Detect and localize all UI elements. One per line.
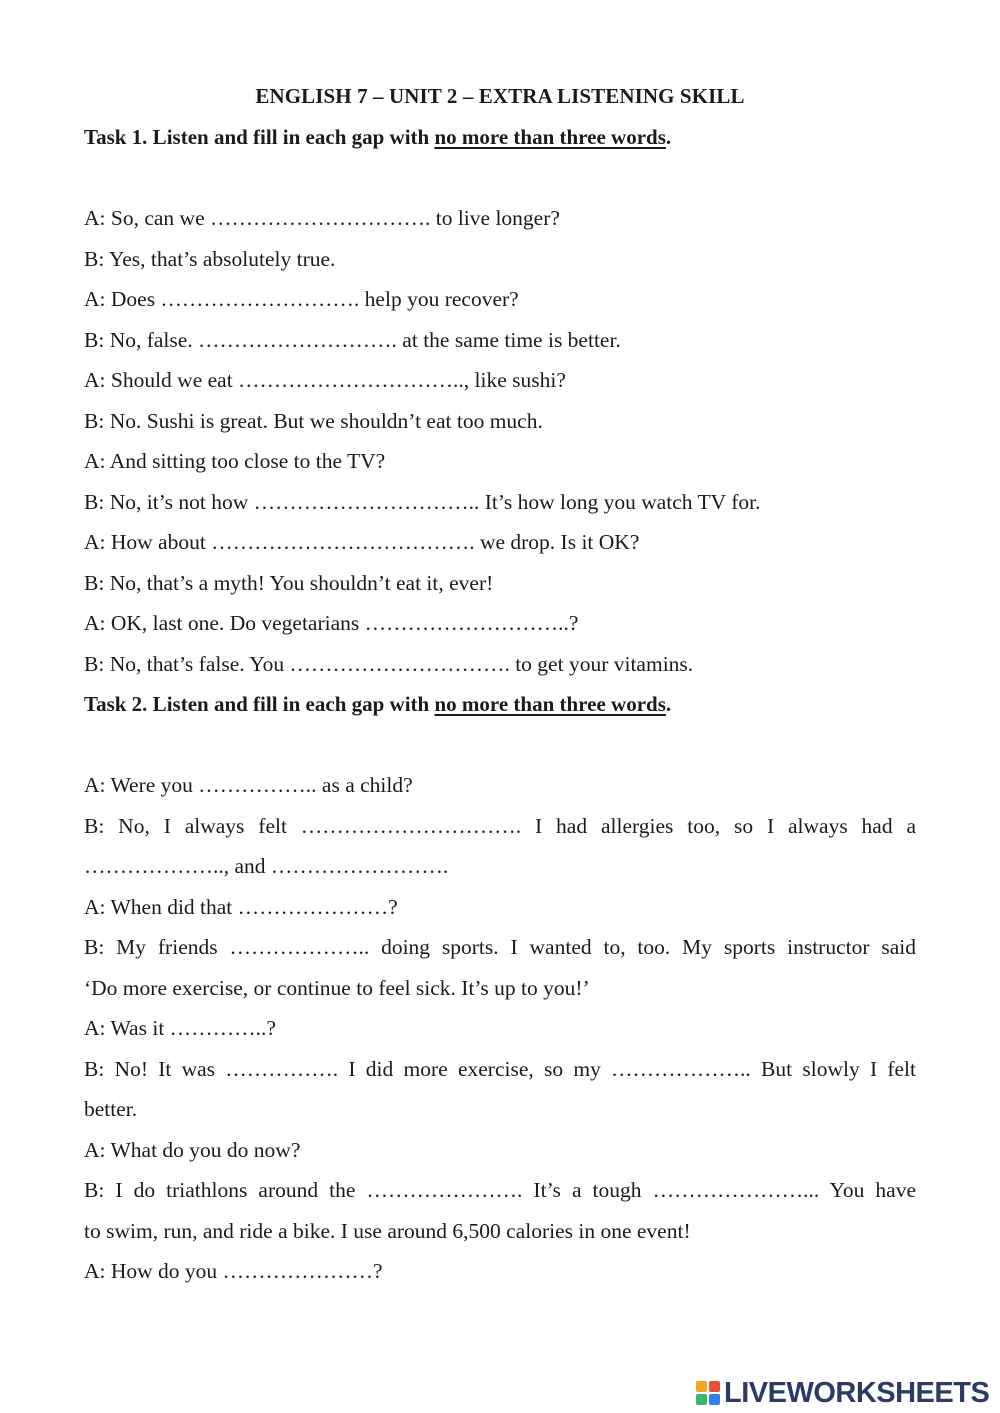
task2-line: better. — [84, 1097, 138, 1121]
task2-heading-prefix: Task 2. Listen and fill in each gap with — [84, 692, 435, 716]
worksheet-title: ENGLISH 7 – UNIT 2 – EXTRA LISTENING SKILL — [255, 84, 745, 108]
task2-line: A: Were you …………….. as a child? — [84, 773, 413, 797]
task1-line: A: Does ………………………. help you recover? — [84, 287, 519, 311]
task2-line: B: No, I always felt …………………………. I had allergies too, so I always had a — [84, 814, 916, 838]
task2-line: A: Was it …………..? — [84, 1016, 276, 1040]
task2-heading — [84, 692, 671, 717]
task1-heading-underlined: no more than three words — [434, 125, 666, 149]
task1-line: B: No, false. ………………………. at the same time is better. — [84, 328, 621, 352]
task2-line: A: How do you …………………? — [84, 1259, 383, 1283]
task1-line: A: OK, last one. Do vegetarians ………………………..? — [84, 611, 579, 635]
liveworksheets-logo — [696, 1378, 989, 1408]
logo-square — [696, 1394, 707, 1405]
logo-square — [709, 1394, 720, 1405]
task1-line: B: No, it’s not how ………………………….. It’s how long you watch TV for. — [84, 490, 761, 514]
task2-line: ‘Do more exercise, or continue to feel sick. It’s up to you!’ — [84, 976, 590, 1000]
task2-heading-suffix: . — [665, 692, 672, 716]
task2-line: B: I do triathlons around the …………………. It’s a tough …………………... You have — [84, 1178, 916, 1202]
task1-heading-prefix: Task 1. Listen and fill in each gap with — [84, 125, 435, 149]
task2-heading-underlined: no more than three words — [434, 692, 666, 716]
task2-line: to swim, run, and ride a bike. I use around 6,500 calories in one event! — [84, 1219, 691, 1243]
task2-line: B: My friends ……………….. doing sports. I wanted to, too. My sports instructor said — [84, 935, 916, 959]
task1-line: A: Should we eat ………………………….., like sushi? — [84, 368, 566, 392]
logo-square — [696, 1381, 707, 1392]
logo-square — [709, 1381, 720, 1392]
task1-line: B: No, that’s false. You …………………………. to get your vitamins. — [84, 652, 694, 676]
task1-line: B: Yes, that’s absolutely true. — [84, 247, 336, 271]
task1-line: B: No. Sushi is great. But we shouldn’t eat too much. — [84, 409, 543, 433]
liveworksheets-logo-text: LIVEWORKSHEETS — [724, 1376, 990, 1409]
task1-line: A: How about ………………………………. we drop. Is it OK? — [84, 530, 640, 554]
task1-line: B: No, that’s a myth! You shouldn’t eat it, ever! — [84, 571, 494, 595]
task1-line: A: And sitting too close to the TV? — [84, 449, 386, 473]
task1-heading-suffix: . — [665, 125, 672, 149]
task1-line: A: So, can we …………………………. to live longer? — [84, 206, 560, 230]
task2-line: B: No! It was ……………. I did more exercise, so my ……………….. But slowly I felt — [84, 1057, 916, 1081]
liveworksheets-logo-icon — [696, 1381, 720, 1405]
task2-line: A: What do you do now? — [84, 1138, 301, 1162]
task1-heading — [84, 125, 671, 150]
task2-line: ……………….., and ……………………. — [84, 854, 449, 878]
task2-line: A: When did that …………………? — [84, 895, 398, 919]
